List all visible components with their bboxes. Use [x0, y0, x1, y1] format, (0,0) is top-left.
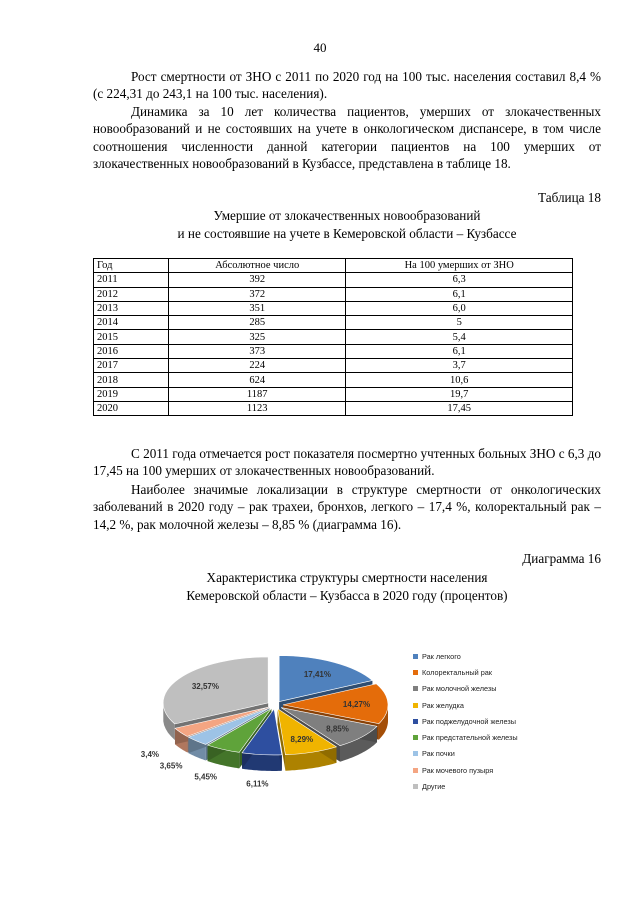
- pie-data-label: 3,65%: [159, 761, 183, 771]
- table-row: [94, 316, 573, 330]
- legend-swatch: [413, 768, 418, 773]
- pie-data-label: 8,85%: [326, 724, 349, 734]
- legend-label: Другие: [422, 782, 446, 792]
- table-cell-per-100: 6,0: [346, 301, 573, 315]
- paragraph-growth-rate: С 2011 года отмечается рост показателя посмертно учтенных больных ЗНО с 6,3 до 17,45 на 100 умерших от злокачественных новообразований.: [93, 446, 601, 479]
- table-18: [93, 258, 573, 416]
- table-cell-per-100: 10,6: [346, 373, 573, 387]
- legend-swatch: [413, 735, 418, 740]
- table-cell-year: 2014: [94, 316, 169, 330]
- table-cell-year: 2013: [94, 301, 169, 315]
- pie-data-label: 3,4%: [140, 750, 160, 760]
- table-cell-per-100: 6,1: [346, 287, 573, 301]
- table-row: [94, 373, 573, 387]
- table-cell-per-100: 6,1: [346, 344, 573, 358]
- table-cell-per-100: 19,7: [346, 387, 573, 401]
- table-row: [94, 401, 573, 415]
- table-header-cell: Абсолютное число: [169, 259, 346, 273]
- legend-swatch: [413, 670, 418, 675]
- table-header-cell: На 100 умерших от ЗНО: [346, 259, 573, 273]
- legend-swatch: [413, 784, 418, 789]
- legend-swatch: [413, 703, 418, 708]
- table-row: [94, 330, 573, 344]
- legend-label: Рак желудка: [422, 700, 464, 710]
- chart-title-line2: Кемеровской области – Кузбасса в 2020 году (процентов): [186, 588, 508, 603]
- table-cell-per-100: 5: [346, 316, 573, 330]
- table-cell-absolute: 392: [169, 273, 346, 287]
- page-number: 40: [313, 40, 327, 55]
- table-row: [94, 287, 573, 301]
- table-cell-year: 2012: [94, 287, 169, 301]
- table-cell-year: 2011: [94, 273, 169, 287]
- legend-label: Рак мочевого пузыря: [422, 765, 494, 775]
- table-row: [94, 344, 573, 358]
- table-cell-absolute: 351: [169, 301, 346, 315]
- chart-label: Диаграмма 16: [522, 551, 601, 566]
- table-row: [94, 273, 573, 287]
- chart-title-line1: Характеристика структуры смертности населения: [206, 570, 488, 585]
- legend-swatch: [413, 686, 418, 691]
- table-row: [94, 387, 573, 401]
- chart-title: [93, 569, 601, 605]
- table-cell-absolute: 224: [169, 359, 346, 373]
- legend-label: Колоректальный рак: [422, 667, 493, 677]
- pie-data-label: 32,57%: [191, 682, 219, 692]
- legend-item: [413, 762, 518, 778]
- table-title: [93, 207, 601, 243]
- table-cell-per-100: 5,4: [346, 330, 573, 344]
- legend-item: [413, 778, 518, 794]
- pie-data-label: 17,41%: [303, 670, 331, 680]
- legend-item: [413, 713, 518, 729]
- table-cell-per-100: 6,3: [346, 273, 573, 287]
- legend-label: Рак предстательной железы: [422, 733, 518, 743]
- legend-item: [413, 697, 518, 713]
- table-row: [94, 359, 573, 373]
- table-cell-year: 2020: [94, 401, 169, 415]
- table-header-row: [94, 259, 573, 273]
- legend-item: [413, 664, 518, 680]
- legend-swatch: [413, 719, 418, 724]
- pie-data-label: 5,45%: [194, 772, 218, 782]
- pie-data-label: 8,29%: [290, 735, 314, 745]
- table-cell-absolute: 285: [169, 316, 346, 330]
- legend-label: Рак молочной железы: [422, 684, 497, 694]
- legend-swatch: [413, 751, 418, 756]
- table-cell-absolute: 373: [169, 344, 346, 358]
- paragraph-dynamics: Динамика за 10 лет количества пациентов, умерших от злокачественных новообразований и не состоявших на учете в онкологическом диспансере, в том числе соотношения численности данной категории пациентов на 100 умерших от злокачественных новообразований в Кузбассе, представлена в таблице 18.: [93, 104, 601, 172]
- table-cell-per-100: 17,45: [346, 401, 573, 415]
- paragraph-mortality-growth: Рост смертности от ЗНО с 2011 по 2020 год на 100 тыс. населения составил 8,4 % (с 224,31 до 243,1 на 100 тыс. населения).: [93, 69, 601, 102]
- legend-swatch: [413, 654, 418, 659]
- legend-item: [413, 681, 518, 697]
- table-cell-absolute: 1123: [169, 401, 346, 415]
- table-cell-absolute: 325: [169, 330, 346, 344]
- table-title-line1: Умершие от злокачественных новообразований: [213, 208, 481, 223]
- table-cell-year: 2015: [94, 330, 169, 344]
- legend-item: [413, 729, 518, 745]
- chart-legend: [413, 648, 518, 795]
- legend-label: Рак почки: [422, 749, 455, 759]
- table-cell-year: 2016: [94, 344, 169, 358]
- pie-data-label: 6,11%: [246, 779, 269, 789]
- pie-data-label: 14,27%: [342, 700, 371, 709]
- legend-item: [413, 648, 518, 664]
- table-label: Таблица 18: [538, 190, 601, 205]
- table-title-line2: и не состоявшие на учете в Кемеровской области – Кузбассе: [177, 226, 517, 241]
- table-cell-per-100: 3,7: [346, 359, 573, 373]
- table-cell-year: 2017: [94, 359, 169, 373]
- table-row: [94, 301, 573, 315]
- legend-label: Рак поджелудочной железы: [422, 716, 516, 726]
- paragraph-localizations: Наиболее значимые локализации в структуре смертности от онкологических заболеваний в 2020 году – рак трахеи, бронхов, легкого – 17,4 %, колоректальный рак – 14,2 %, рак молочной железы – 8,85 % (диаграмма 16).: [93, 482, 601, 532]
- table-cell-absolute: 1187: [169, 387, 346, 401]
- legend-item: [413, 746, 518, 762]
- table-cell-year: 2018: [94, 373, 169, 387]
- table-cell-absolute: 372: [169, 287, 346, 301]
- table-cell-year: 2019: [94, 387, 169, 401]
- table-header-cell: Год: [94, 259, 169, 273]
- table-cell-absolute: 624: [169, 373, 346, 387]
- legend-label: Рак легкого: [422, 651, 461, 661]
